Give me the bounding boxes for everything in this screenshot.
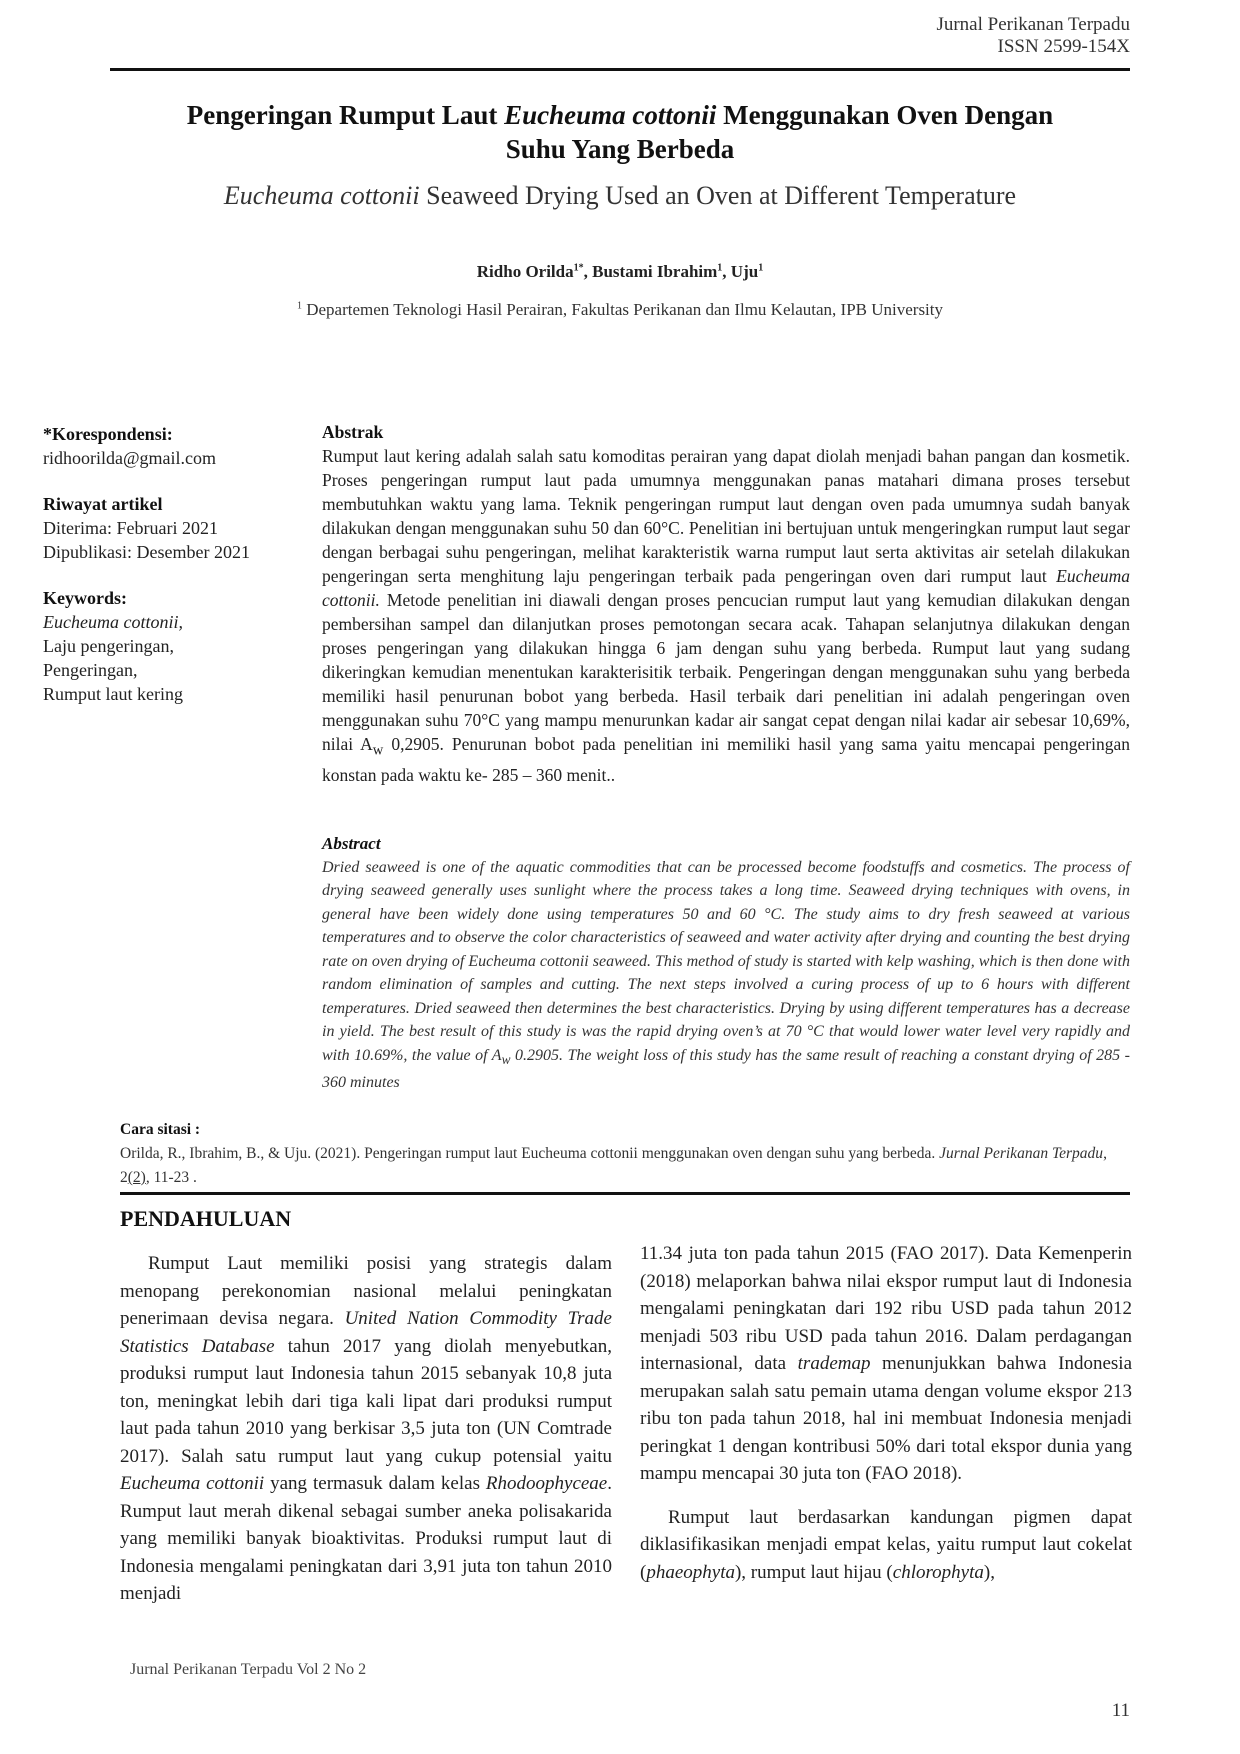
journal-issn: ISSN 2599-154X [997, 36, 1130, 57]
body-text: ), rumput laut hijau ( [734, 1561, 893, 1583]
journal-name: Jurnal Perikanan Terpadu [936, 14, 1130, 35]
keywords-block [43, 586, 313, 706]
affiliation-sup: 1 [296, 300, 302, 312]
body-text: . Rumput laut merah dikenal sebagai sumber aneka polisakarida yang memiliki banyak bioaktivitas. Produksi rumput laut di Indonesia mengalami peningkatan dari 3,91 juta ton tahun 2010 menjadi [120, 1473, 612, 1604]
body-italic: chlorophyta [892, 1561, 984, 1583]
title-part1: Pengeringan Rumput Laut [186, 100, 505, 130]
abstrak-species: Eucheuma cottonii. [322, 566, 1130, 610]
abstrak-body [322, 444, 1130, 787]
author-sep: , [583, 262, 593, 281]
authors [120, 262, 1120, 282]
title-part2: Menggunakan Oven Dengan [716, 100, 1054, 130]
subtitle-species: Eucheuma cottonii [223, 181, 420, 210]
abstrak-text: Rumput laut kering adalah salah satu komoditas perairan yang dapat diolah menjadi bahan pangan dan kosmetik. Proses pengeringan rumput laut pada umumnya menggunakan panas matahari dimana proses tersebut membutuhkan waktu yang lama. Teknik pengeringan rumput laut dengan oven pada umumnya sudah banyak dilakukan dengan menggunakan suhu 50 dan 60°C. Penelitian ini bertujuan untuk mengeringkan rumput laut segar dengan berbagai suhu pengeringan, melihat karakteristik warna rumput laut serta aktivitas air setelah dilakukan pengeringan serta menghitung laju pengeringan terbaik pada pengeringan oven dari rumput laut [322, 446, 1130, 586]
body-text: tahun 2017 yang diolah menyebutkan, produksi rumput laut Indonesia tahun 2015 sebanyak 10,8 juta ton, meningkat lebih dari tiga kali lipat dari produksi rumput laut pada tahun 2010 yang berkisar 3,5 juta ton (UN Comtrade 2017). Salah satu rumput laut yang cukup potensial yaitu [120, 1335, 612, 1467]
author-name: Uju [730, 262, 759, 281]
keyword-item: Eucheuma cottonii, [43, 612, 183, 632]
page-number: 11 [1111, 1700, 1130, 1721]
body-text: Rumput Laut memiliki posisi yang strategis dalam menopang perekonomian nasional melalui peningkatan penerimaan devisa negara. [120, 1253, 612, 1329]
body-text: ), [983, 1561, 995, 1583]
body-italic: trademap [797, 1353, 871, 1374]
citation-ref: Orilda, R., Ibrahim, B., & Uju. (2021). Pengeringan rumput laut Eucheuma cottonii menggunakan oven dengan suhu yang berbeda. [120, 1145, 940, 1162]
correspondence-label: *Korespondensi: [43, 424, 173, 444]
citation-pages: , 11-23 . [145, 1169, 197, 1186]
abstract-heading: Abstract [322, 834, 381, 853]
author-name: Bustami Ibrahim [592, 262, 718, 281]
author-sup: 1 [717, 262, 723, 274]
title-species: Eucheuma cottonii [504, 100, 717, 130]
section-heading: PENDAHULUAN [120, 1206, 292, 1231]
body-text: yang termasuk dalam kelas [264, 1473, 486, 1494]
title-line2: Suhu Yang Berbeda [505, 134, 735, 164]
citation-label: Cara sitasi : [120, 1121, 201, 1138]
abstrak-text: 0,2905. Penurunan bobot pada penelitian ini memiliki hasil yang sama yaitu mencapai pengeringan konstan pada waktu ke- 285 – 360 menit.. [322, 734, 1130, 785]
body-paragraph [120, 1250, 612, 1608]
section-rule [120, 1192, 1130, 1195]
abstract-en [322, 832, 1130, 1095]
article-sidebar [43, 422, 313, 728]
body-column-left [120, 1250, 612, 1608]
keyword-item: Rumput laut kering [43, 684, 183, 704]
citation-text [120, 1142, 1140, 1190]
body-italic: United Nation Commodity Trade Statistics Database [120, 1308, 612, 1357]
affiliation [120, 300, 1120, 320]
correspondence-block [43, 422, 313, 470]
body-paragraph [640, 1504, 1132, 1587]
abstrak-id [322, 420, 1130, 787]
citation [120, 1118, 1140, 1190]
history-block [43, 492, 313, 564]
body-text: menunjukkan bahwa Indonesia merupakan salah satu pemain utama dengan volume ekspor 213 ribu ton pada tahun 2018, hal ini membuat Indonesia menjadi peringkat 1 dengan kontribusi 50% dari total ekspor dunia yang mampu mencapai 30 juta ton (FAO 2018). [640, 1353, 1132, 1484]
author-name: Ridho Orilda [476, 262, 574, 281]
abstract-text: Dried seaweed is one of the aquatic commodities that can be processed become foodstuffs and cosmetics. The process of drying seaweed generally uses sunlight where the process takes a long time. Seaweed drying techniques with ovens, in general have been widely done using temperatures 50 and 60 °C. The study aims to dry fresh seaweed at various temperatures and to observe the color characteristics of seaweed and water activity after drying and counting the best drying rate on oven drying of Eucheuma cottonii seaweed. This method of study is started with kelp washing, which is then done with random elimination of samples and cutting. The next steps involved a curing process of up to 6 hours with different temperatures. Dried seaweed then determines the best characteristics. Drying by using different temperatures has a decrease in yield. The best result of this study is was the rapid drying oven’s at 70 °C that would lower water level very rapidly and with 10.69%, the value of A [322, 858, 1130, 1064]
citation-volume: , 2 [120, 1145, 1107, 1186]
body-paragraph [640, 1240, 1132, 1488]
body-italic: phaeophyta [646, 1561, 735, 1583]
body-italic: Eucheuma cottonii [120, 1473, 265, 1494]
keyword-item: Pengeringan, [43, 660, 138, 680]
citation-issue: (2) [127, 1169, 146, 1186]
author-sep: , [722, 262, 731, 281]
abstract-text: 0.2905. The weight loss of this study has the same result of reaching a constant drying of 285 - 360 minutes [322, 1046, 1130, 1092]
affiliation-text: Departemen Teknologi Hasil Perairan, Fakultas Perikanan dan Ilmu Kelautan, IPB University [301, 300, 944, 319]
body-text: 11.34 juta ton pada tahun 2015 (FAO 2017). Data Kemenperin (2018) melaporkan bahwa nilai ekspor rumput laut di Indonesia mengalami peningkatan dari 192 ribu USD pada tahun 2012 menjadi 503 ribu USD pada tahun 2016. Dalam perdagangan internasional, data [640, 1243, 1132, 1374]
author-sup: 1* [573, 262, 584, 274]
body-italic: Rhodoophyceae [485, 1473, 608, 1494]
journal-header [936, 14, 1130, 58]
paper-subtitle [120, 180, 1120, 212]
published-date: Dipublikasi: Desember 2021 [43, 542, 250, 562]
paper-title [120, 98, 1120, 166]
abstrak-text: Metode penelitian ini diawali dengan proses pencucian rumput laut yang kemudian dilakukan dengan pembersihan sampel dan dilanjutkan proses pemotongan secara acak. Tahapan selanjutnya dilakukan dengan proses pengeringan yang dilakukan hingga 6 jam dengan suhu yang berbeda. Rumput laut yang sudang dikeringkan kemudian menentukan karakterisitik terbaik. Pengeringan dengan menggunakan suhu yang berbeda memiliki hasil penurunan bobot yang berbeda. Hasil terbaik dari penelitian ini adalah pengeringan oven menggunakan suhu 70°C yang mampu menurunkan kadar air sangat cepat dengan nilai kadar air sebesar 10,69%, nilai A [322, 590, 1130, 754]
keyword-item: Laju pengeringan, [43, 636, 174, 656]
keywords-label: Keywords: [43, 588, 127, 608]
author-sup: 1 [758, 262, 764, 274]
abstrak-sub: w [372, 742, 384, 759]
received-date: Diterima: Februari 2021 [43, 518, 218, 538]
abstrak-heading: Abstrak [322, 422, 384, 442]
subtitle-rest: Seaweed Drying Used an Oven at Different Temperature [419, 181, 1017, 210]
history-label: Riwayat artikel [43, 494, 163, 514]
abstract-body [322, 856, 1130, 1095]
body-text: Rumput laut berdasarkan kandungan pigmen dapat diklasifikasikan menjadi empat kelas, yaitu rumput laut cokelat ( [640, 1506, 1132, 1583]
citation-journal: Jurnal Perikanan Terpadu [939, 1145, 1104, 1162]
footer-journal: Jurnal Perikanan Terpadu Vol 2 No 2 [130, 1661, 367, 1678]
body-column-right [640, 1240, 1132, 1586]
correspondence-email[interactable]: ridhoorilda@gmail.com [43, 448, 217, 468]
abstract-sub: w [501, 1051, 511, 1067]
top-rule [110, 68, 1130, 71]
